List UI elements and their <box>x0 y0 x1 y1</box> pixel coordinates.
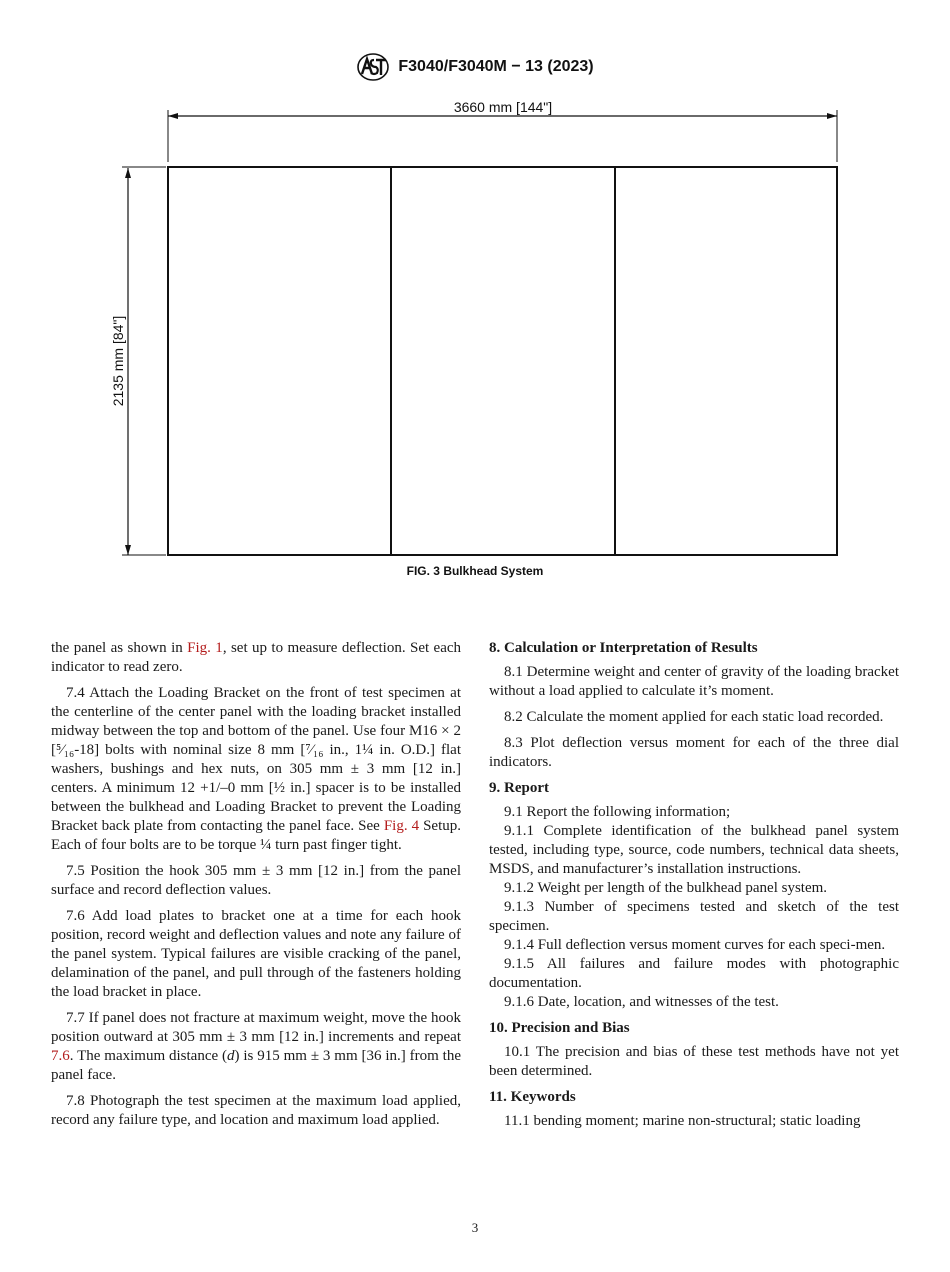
paragraph-7-6: 7.6 Add load plates to bracket one at a time for each hook position, record weight and deflection values and note any failure of the panel system. Typical failures are visible cracking of the panel, delamination of the panel, and pull through of the fasteners holding the load bracket in place. <box>51 908 461 1000</box>
fig-4-link[interactable]: Fig. 4 <box>383 818 420 834</box>
paragraph-9-1-6: 9.1.6 Date, location, and witnesses of the test. <box>504 994 779 1010</box>
fig-1-link[interactable]: Fig. 1 <box>187 640 223 656</box>
paragraph-7-7: 7.7 If panel does not fracture at maximum weight, move the hook position outward at 305 mm ± 3 mm [12 in.] increments and repeat 7.6. The maximum distance (d) is 915 mm ± 3 mm [36 in.] from the panel face. <box>51 1010 461 1083</box>
paragraph-7-3-continued: the panel as shown in Fig. 1, set up to measure deflection. Set each indicator to read zero. <box>51 640 462 675</box>
width-arrow-left <box>168 113 178 119</box>
height-arrow-top <box>125 168 131 178</box>
left-column <box>51 639 461 1137</box>
heading-section-9: 9. Report <box>489 780 549 796</box>
page-number: 3 <box>471 1220 479 1235</box>
page-header <box>0 52 950 87</box>
heading-section-8: 8. Calculation or Interpretation of Results <box>489 640 758 656</box>
astm-logo-icon <box>356 52 390 82</box>
paragraph-9-1-5: 9.1.5 All failures and failure modes with photographic documentation. <box>489 956 899 991</box>
heading-section-11: 11. Keywords <box>489 1089 576 1105</box>
paragraph-7-4: 7.4 Attach the Loading Bracket on the front of test specimen at the centerline of the center panel with the loading bracket installed midway between the top and bottom of the panel. Use four M16 × 2 [⁵⁄₁₆-18] bolts with nominal size 8 mm [⁷⁄₁₆ in., 1¼ in. O.D.] flat washers, bushings and hex nuts, on 305 mm ± 3 mm [12 in.] centers. A minimum 12 +1/–0 mm [½ in.] spacer is to be installed between the bulkhead and Loading Bracket to prevent the Loading Bracket back plate from contacting the panel face. See Fig. 4 Setup. Each of four bolts are to be torque ¼ turn past finger tight. <box>51 685 461 853</box>
heading-section-10: 10. Precision and Bias <box>489 1020 630 1036</box>
paragraph-8-2: 8.2 Calculate the moment applied for each static load recorded. <box>504 709 884 725</box>
section-7-6-link[interactable]: 7.6 <box>51 1048 70 1064</box>
width-arrow-right <box>827 113 837 119</box>
paragraph-10-1: 10.1 The precision and bias of these test methods have not yet been determined. <box>489 1044 899 1079</box>
paragraph-7-8: 7.8 Photograph the test specimen at the maximum load applied, record any failure type, and location and maximum load applied. <box>51 1093 461 1128</box>
height-arrow-bottom <box>125 545 131 555</box>
paragraph-9-1-3: 9.1.3 Number of specimens tested and sketch of the test specimen. <box>489 899 899 934</box>
right-column <box>489 639 899 1138</box>
paragraph-11-1: 11.1 bending moment; marine non-structural; static loading <box>504 1113 861 1129</box>
figure-caption: FIG. 3 Bulkhead System <box>406 564 544 578</box>
paragraph-8-3: 8.3 Plot deflection versus moment for each of the three dial indicators. <box>489 735 899 770</box>
paragraph-8-1: 8.1 Determine weight and center of gravity of the loading bracket without a load applied to calculate it’s moment. <box>489 664 899 699</box>
paragraph-9-1-4: 9.1.4 Full deflection versus moment curves for each speci-men. <box>504 937 886 953</box>
paragraph-9-1-1: 9.1.1 Complete identification of the bulkhead panel system tested, including type, source, code numbers, technical data sheets, MSDS, and manufacturer’s installation instructions. <box>489 823 899 877</box>
bulkhead-figure <box>0 90 950 580</box>
height-label: 2135 mm [84"] <box>110 315 126 407</box>
bulkhead-outline <box>168 167 837 555</box>
document-id: F3040/F3040M − 13 (2023) <box>398 58 594 75</box>
width-label: 3660 mm [144"] <box>453 99 553 115</box>
paragraph-9-1-2: 9.1.2 Weight per length of the bulkhead panel system. <box>504 880 828 896</box>
paragraph-9-1: 9.1 Report the following information; <box>504 804 731 820</box>
paragraph-7-5: 7.5 Position the hook 305 mm ± 3 mm [12 in.] from the panel surface and record deflection values. <box>51 863 461 898</box>
